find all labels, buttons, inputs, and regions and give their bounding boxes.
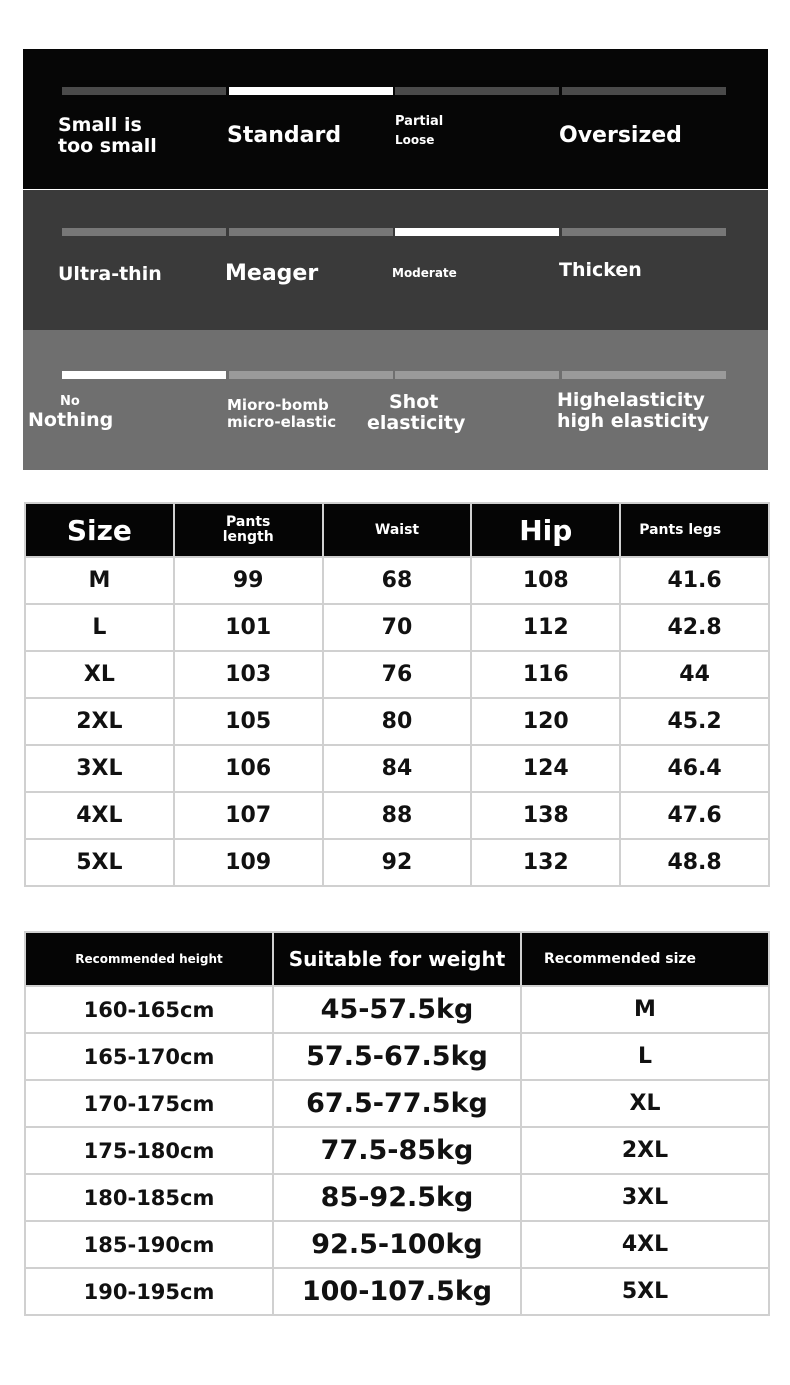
size-cell: 2XL	[25, 698, 174, 745]
recommended-height-cell: 180-185cm	[25, 1174, 273, 1221]
elasticity-scale-band	[23, 330, 768, 470]
size-chart-row	[25, 604, 769, 651]
size-chart-header-row	[25, 503, 769, 557]
elasticity-option-high: Highelasticity high elasticity	[557, 389, 710, 433]
waist-column-header: Waist	[323, 503, 472, 557]
pants-legs-cell: 45.2	[620, 698, 769, 745]
recommended-height-cell: 175-180cm	[25, 1127, 273, 1174]
size-recommendation-table	[24, 931, 770, 1316]
suitable-weight-header: Suitable for weight	[273, 932, 521, 986]
recommendation-row	[25, 1080, 769, 1127]
size-cell: 4XL	[25, 792, 174, 839]
recommended-height-header: Recommended height	[25, 932, 273, 986]
fit-option-standard: Standard	[227, 123, 342, 148]
elasticity-option-none: No Nothing	[28, 394, 114, 431]
hip-cell: 116	[471, 651, 620, 698]
pants-length-cell: 101	[174, 604, 323, 651]
size-cell: XL	[25, 651, 174, 698]
waist-cell: 68	[323, 557, 472, 604]
recommended-height-cell: 160-165cm	[25, 986, 273, 1033]
recommended-size-cell: M	[521, 986, 769, 1033]
pants-legs-cell: 42.8	[620, 604, 769, 651]
hip-cell: 112	[471, 604, 620, 651]
suitable-weight-cell: 85-92.5kg	[273, 1174, 521, 1221]
recommended-size-cell: XL	[521, 1080, 769, 1127]
recommended-size-header: Recommended size	[521, 932, 769, 986]
hip-column-header: Hip	[471, 503, 620, 557]
waist-cell: 84	[323, 745, 472, 792]
pants-length-cell: 109	[174, 839, 323, 886]
hip-cell: 120	[471, 698, 620, 745]
thickness-scale-segment	[229, 228, 393, 236]
thickness-scale-segment-active	[395, 228, 559, 236]
recommendation-header-row	[25, 932, 769, 986]
pants-legs-cell: 44	[620, 651, 769, 698]
recommendation-row	[25, 1127, 769, 1174]
waist-cell: 88	[323, 792, 472, 839]
elasticity-scale-segment	[395, 371, 559, 379]
pants-legs-cell: 46.4	[620, 745, 769, 792]
elasticity-scale-segment	[229, 371, 393, 379]
thickness-scale-segment	[562, 228, 726, 236]
pants-length-header-line1: Pants	[226, 514, 271, 531]
elasticity-scale-segment	[562, 371, 726, 379]
size-chart-row	[25, 651, 769, 698]
hip-cell: 132	[471, 839, 620, 886]
pants-length-header-line2: length	[222, 529, 274, 545]
size-cell: 5XL	[25, 839, 174, 886]
fit-scale-segment	[562, 87, 726, 95]
size-chart-row	[25, 792, 769, 839]
waist-cell: 80	[323, 698, 472, 745]
pants-length-cell: 105	[174, 698, 323, 745]
pants-legs-cell: 41.6	[620, 557, 769, 604]
size-chart-row	[25, 698, 769, 745]
suitable-weight-cell: 57.5-67.5kg	[273, 1033, 521, 1080]
size-chart-row	[25, 557, 769, 604]
fit-scale-segment	[62, 87, 226, 95]
size-chart-row	[25, 745, 769, 792]
fit-scale-band	[23, 49, 768, 189]
size-cell: M	[25, 557, 174, 604]
size-column-header: Size	[25, 503, 174, 557]
recommendation-row	[25, 1033, 769, 1080]
recommended-size-cell: 5XL	[521, 1268, 769, 1315]
recommended-height-cell: 170-175cm	[25, 1080, 273, 1127]
fit-option-oversized: Oversized	[559, 123, 682, 148]
thickness-option-ultra-thin: Ultra-thin	[58, 263, 162, 285]
fit-option-partial-loose: Partial Loose	[395, 114, 444, 147]
pants-length-column-header	[174, 503, 323, 557]
recommended-height-cell: 190-195cm	[25, 1268, 273, 1315]
recommendation-row	[25, 986, 769, 1033]
recommended-size-cell: 2XL	[521, 1127, 769, 1174]
recommended-height-cell: 185-190cm	[25, 1221, 273, 1268]
suitable-weight-cell: 67.5-77.5kg	[273, 1080, 521, 1127]
pants-length-cell: 99	[174, 557, 323, 604]
thickness-scale-segment	[62, 228, 226, 236]
recommendation-row	[25, 1221, 769, 1268]
recommended-size-cell: 4XL	[521, 1221, 769, 1268]
size-cell: L	[25, 604, 174, 651]
thickness-scale-band	[23, 190, 768, 330]
pants-legs-cell: 48.8	[620, 839, 769, 886]
recommendation-row	[25, 1174, 769, 1221]
size-chart-table	[24, 502, 770, 887]
elasticity-option-micro: Mioro-bomb micro-elastic	[227, 396, 337, 431]
pants-legs-cell: 47.6	[620, 792, 769, 839]
pants-length-cell: 107	[174, 792, 323, 839]
recommended-height-cell: 165-170cm	[25, 1033, 273, 1080]
pants-length-cell: 103	[174, 651, 323, 698]
fit-scale-segment-active	[229, 87, 393, 95]
fit-scale-segment	[395, 87, 559, 95]
size-cell: 3XL	[25, 745, 174, 792]
pants-legs-column-header: Pants legs	[620, 503, 769, 557]
waist-cell: 76	[323, 651, 472, 698]
waist-cell: 70	[323, 604, 472, 651]
fit-option-small: Small is too small	[58, 114, 157, 158]
hip-cell: 108	[471, 557, 620, 604]
pants-length-cell: 106	[174, 745, 323, 792]
thickness-option-moderate: Moderate	[392, 266, 457, 280]
recommendation-row	[25, 1268, 769, 1315]
size-chart-row	[25, 839, 769, 886]
suitable-weight-cell: 100-107.5kg	[273, 1268, 521, 1315]
thickness-option-thicken: Thicken	[559, 259, 642, 281]
elasticity-scale-segment-active	[62, 371, 226, 379]
hip-cell: 138	[471, 792, 620, 839]
waist-cell: 92	[323, 839, 472, 886]
suitable-weight-cell: 45-57.5kg	[273, 986, 521, 1033]
elasticity-option-shot: Shot elasticity	[367, 391, 466, 435]
hip-cell: 124	[471, 745, 620, 792]
recommended-size-cell: L	[521, 1033, 769, 1080]
recommended-size-cell: 3XL	[521, 1174, 769, 1221]
thickness-option-meager: Meager	[225, 261, 319, 286]
suitable-weight-cell: 92.5-100kg	[273, 1221, 521, 1268]
suitable-weight-cell: 77.5-85kg	[273, 1127, 521, 1174]
